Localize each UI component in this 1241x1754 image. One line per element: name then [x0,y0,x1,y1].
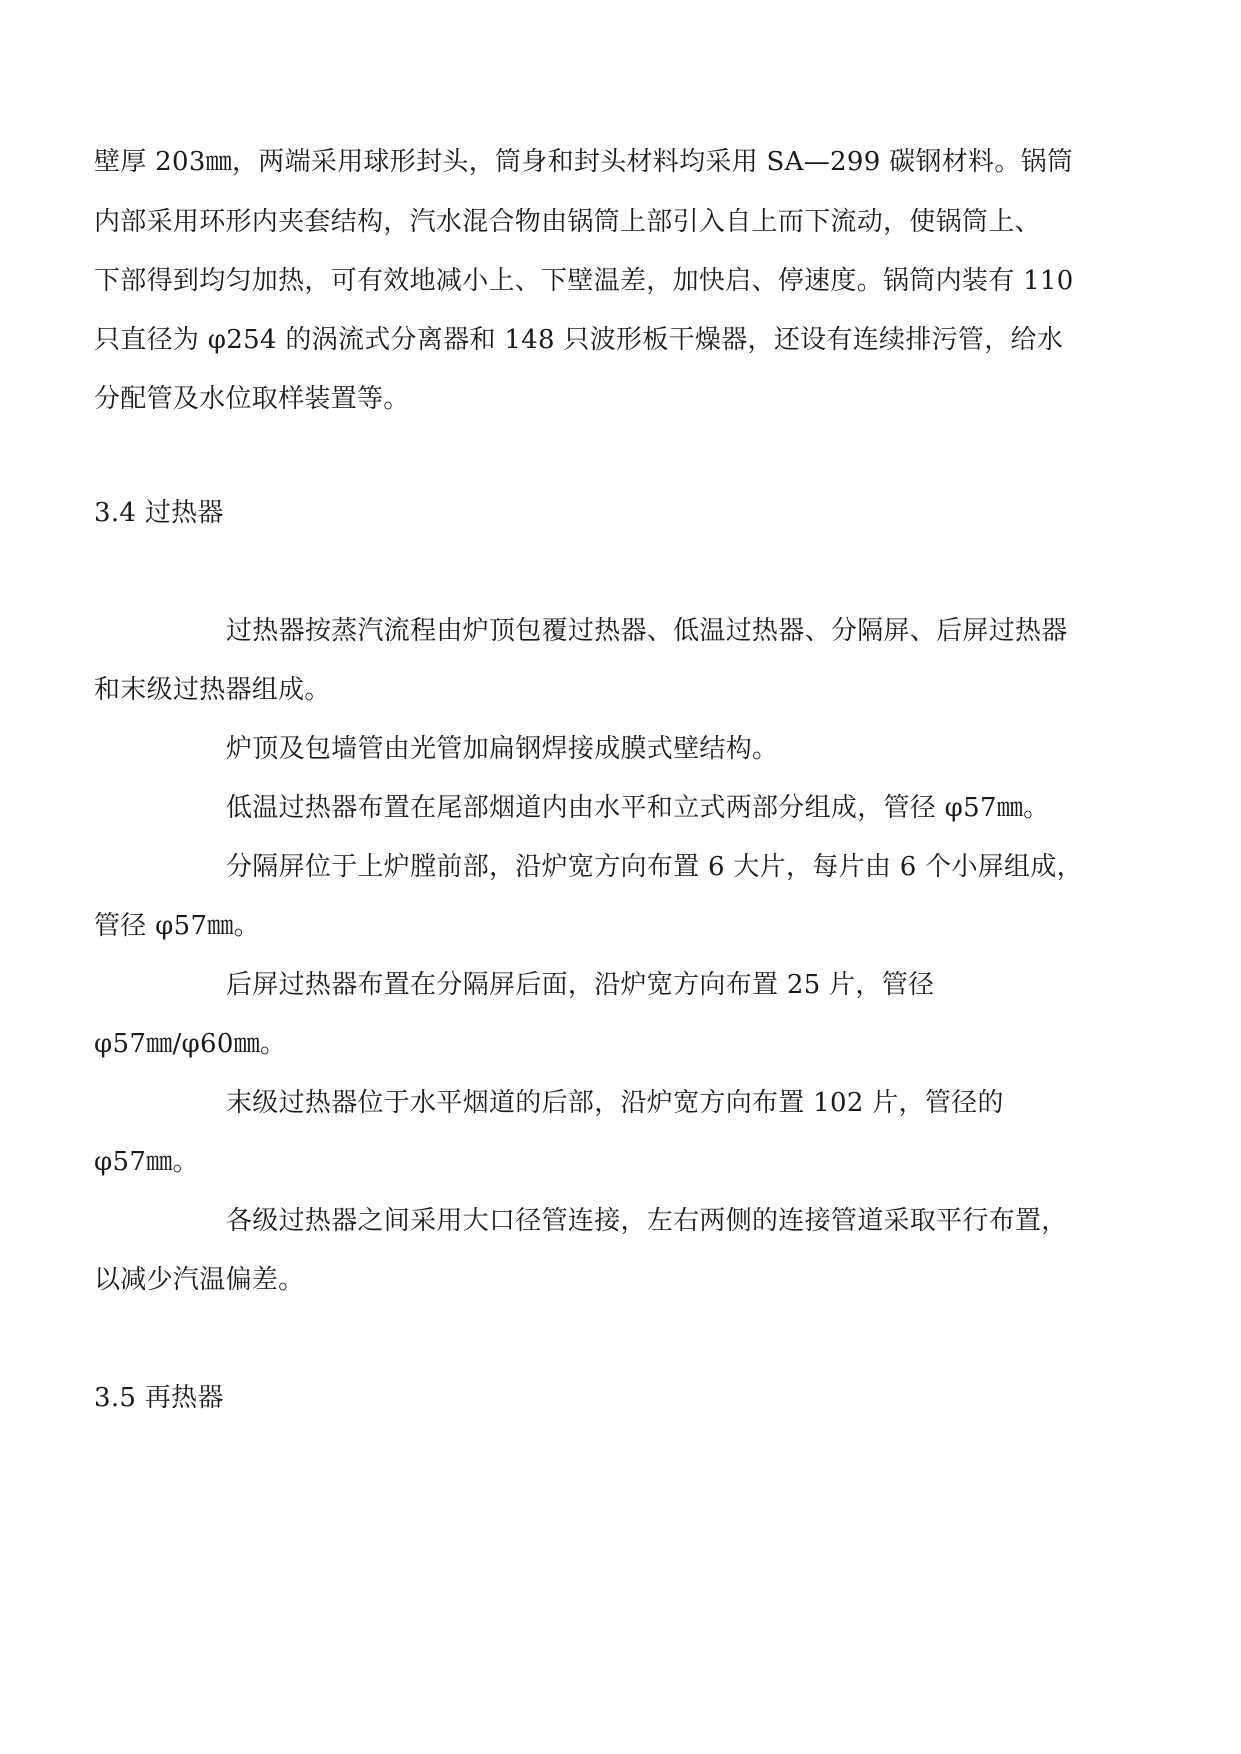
text-line: 末级过热器位于水平烟道的后部，沿炉宽方向布置 102 片，管径的 [226,1088,1004,1118]
section-heading: 3.4 过热器 [94,498,224,528]
text-line: φ57㎜。 [94,1147,199,1177]
text-line: φ57㎜/φ60㎜。 [94,1029,287,1059]
text-line: 低温过热器布置在尾部烟道内由水平和立式两部分组成，管径 φ57㎜。 [226,793,1050,823]
text-line: 分隔屏位于上炉膛前部，沿炉宽方向布置 6 大片，每片由 6 个小屏组成， [226,852,1083,882]
text-line: 壁厚 203㎜，两端采用球形封头，筒身和封头材料均采用 SA—299 碳钢材料。锅筒 [94,147,1074,177]
section-heading: 3.5 再热器 [94,1383,224,1413]
text-line: 只直径为 φ254 的涡流式分离器和 148 只波形板干燥器，还设有连续排污管，给水 [94,325,1064,355]
text-line: 炉顶及包墙管由光管加扁钢焊接成膜式壁结构。 [226,734,779,764]
text-line: 内部采用环形内夹套结构，汽水混合物由锅筒上部引入自上而下流动，使锅筒上、 [94,207,1041,237]
text-line: 下部得到均匀加热，可有效地减小上、下壁温差，加快启、停速度。锅筒内装有 110 [94,266,1074,296]
text-line: 管径 φ57㎜。 [94,911,260,941]
text-line: 分配管及水位取样装置等。 [94,384,410,414]
text-line: 过热器按蒸汽流程由炉顶包覆过热器、低温过热器、分隔屏、后屏过热器 [226,616,1068,646]
text-line: 各级过热器之间采用大口径管连接，左右两侧的连接管道采取平行布置， [226,1206,1068,1236]
text-line: 以减少汽温偏差。 [94,1265,305,1295]
text-line: 后屏过热器布置在分隔屏后面，沿炉宽方向布置 25 片，管径 [226,970,935,1000]
text-line: 和末级过热器组成。 [94,675,331,705]
